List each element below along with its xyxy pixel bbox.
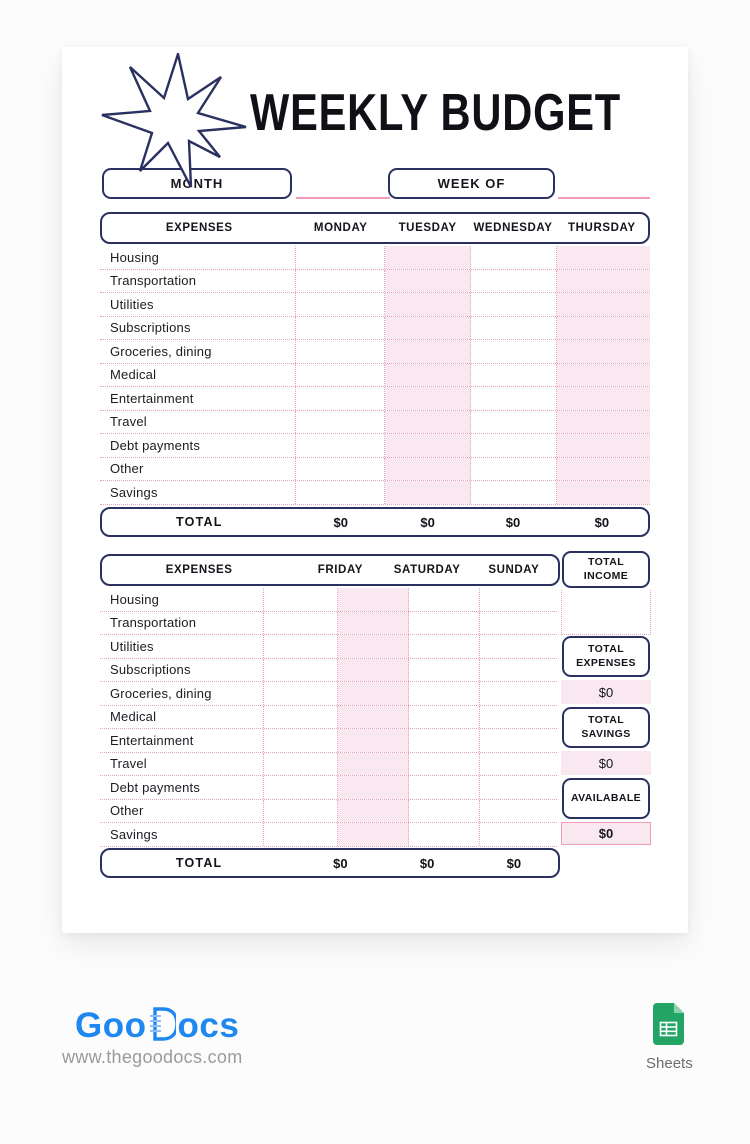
available-value: $0 xyxy=(561,822,651,845)
expense-cell[interactable] xyxy=(557,434,650,457)
table-row xyxy=(100,270,650,294)
expense-cell[interactable] xyxy=(471,246,557,269)
expense-cell[interactable] xyxy=(296,458,385,481)
expense-cell[interactable] xyxy=(296,434,385,457)
table-row xyxy=(100,340,650,364)
expense-cell[interactable] xyxy=(557,411,650,434)
row-label: Debt payments xyxy=(100,434,296,457)
expense-cell[interactable] xyxy=(296,364,385,387)
table-row xyxy=(100,729,557,753)
row-label: Groceries, dining xyxy=(100,682,264,705)
row-label: Utilities xyxy=(100,293,296,316)
expense-cell[interactable] xyxy=(480,776,557,799)
expense-cell[interactable] xyxy=(385,317,471,340)
budget-sheet-page xyxy=(62,47,688,933)
total-value: $0 xyxy=(594,514,610,530)
total-income-cell[interactable] xyxy=(561,590,651,635)
row-label: Other xyxy=(100,458,296,481)
total-savings-label: TOTAL SAVINGS xyxy=(581,713,631,740)
table2-header xyxy=(100,554,560,586)
expense-cell[interactable] xyxy=(480,823,557,846)
table1-header xyxy=(100,212,650,244)
expense-cell[interactable] xyxy=(296,293,385,316)
expense-cell[interactable] xyxy=(557,458,650,481)
table-row xyxy=(100,706,557,730)
table-row xyxy=(100,753,557,777)
google-sheets-icon xyxy=(653,1003,684,1045)
sheets-label: Sheets xyxy=(646,1055,693,1072)
total-expenses-label: TOTAL EXPENSES xyxy=(576,642,636,669)
row-label: Groceries, dining xyxy=(100,340,296,363)
table-row xyxy=(100,800,557,824)
total-value: $0 xyxy=(506,855,522,871)
row-label: Utilities xyxy=(100,635,264,658)
expense-cell[interactable] xyxy=(557,270,650,293)
column-header-thursday: THURSDAY xyxy=(568,222,636,234)
total-savings-label-box xyxy=(562,707,650,748)
month-value-field[interactable] xyxy=(296,197,390,199)
expense-cell[interactable] xyxy=(480,729,557,752)
table-row xyxy=(100,659,557,683)
expense-cell[interactable] xyxy=(557,246,650,269)
expense-cell[interactable] xyxy=(296,411,385,434)
column-header-tuesday: TUESDAY xyxy=(398,222,457,234)
expense-cell[interactable] xyxy=(409,706,480,729)
table-row xyxy=(100,387,650,411)
table-row xyxy=(100,293,650,317)
expense-cell[interactable] xyxy=(385,387,471,410)
page-title: WEEKLY BUDGET xyxy=(250,84,621,142)
expense-cell[interactable] xyxy=(480,753,557,776)
table-row xyxy=(100,481,650,505)
table-row xyxy=(100,411,650,435)
expense-cell[interactable] xyxy=(385,293,471,316)
expense-cell[interactable] xyxy=(471,434,557,457)
expense-cell[interactable] xyxy=(385,481,471,504)
expense-cell[interactable] xyxy=(409,588,480,611)
expense-cell[interactable] xyxy=(296,387,385,410)
expense-cell[interactable] xyxy=(557,317,650,340)
expense-cell[interactable] xyxy=(557,293,650,316)
available-label-box xyxy=(562,778,650,819)
table1-total-row xyxy=(100,507,650,537)
expense-cell[interactable] xyxy=(338,635,409,658)
table-row xyxy=(100,364,650,388)
expense-cell[interactable] xyxy=(385,364,471,387)
expense-cell[interactable] xyxy=(338,800,409,823)
table2-total-row xyxy=(100,848,560,878)
starburst-icon xyxy=(100,53,248,189)
expense-cell[interactable] xyxy=(480,612,557,635)
table-row xyxy=(100,635,557,659)
expense-cell[interactable] xyxy=(471,481,557,504)
row-label: Travel xyxy=(100,411,296,434)
table-row xyxy=(100,458,650,482)
expense-cell[interactable] xyxy=(471,340,557,363)
row-label: Housing xyxy=(100,588,264,611)
expense-cell[interactable] xyxy=(385,270,471,293)
expense-cell[interactable] xyxy=(471,293,557,316)
expense-cell[interactable] xyxy=(480,800,557,823)
expense-cell[interactable] xyxy=(557,364,650,387)
expense-cell[interactable] xyxy=(471,411,557,434)
row-label: Entertainment xyxy=(100,387,296,410)
expense-cell[interactable] xyxy=(471,317,557,340)
week-of-label-box xyxy=(388,168,555,199)
row-label: Entertainment xyxy=(100,729,264,752)
row-label: Savings xyxy=(100,823,264,846)
row-label: Medical xyxy=(100,364,296,387)
goodocs-url[interactable]: www.thegoodocs.com xyxy=(62,1047,243,1067)
expense-cell[interactable] xyxy=(264,659,338,682)
total-expenses-label-box xyxy=(562,636,650,677)
expense-cell[interactable] xyxy=(409,776,480,799)
column-header-sunday: SUNDAY xyxy=(488,564,540,576)
expense-cell[interactable] xyxy=(480,682,557,705)
expense-cell[interactable] xyxy=(264,823,338,846)
goodocs-logo-text-prefix: Goo xyxy=(75,1006,147,1045)
expense-cell[interactable] xyxy=(409,659,480,682)
expense-cell[interactable] xyxy=(409,682,480,705)
column-header-wednesday: WEDNESDAY xyxy=(473,222,553,234)
goodocs-logo[interactable] xyxy=(75,1006,239,1043)
expense-cell[interactable] xyxy=(557,387,650,410)
expense-cell[interactable] xyxy=(338,706,409,729)
total-label: TOTAL xyxy=(176,515,223,529)
row-label: Subscriptions xyxy=(100,317,296,340)
total-savings-value: $0 xyxy=(561,751,651,775)
expense-cell[interactable] xyxy=(480,635,557,658)
expense-cell[interactable] xyxy=(338,588,409,611)
row-label: Housing xyxy=(100,246,296,269)
row-label: Subscriptions xyxy=(100,659,264,682)
expense-cell[interactable] xyxy=(264,635,338,658)
column-header-monday: MONDAY xyxy=(313,222,368,234)
expense-cell[interactable] xyxy=(409,612,480,635)
expense-cell[interactable] xyxy=(409,800,480,823)
expense-cell[interactable] xyxy=(264,706,338,729)
expense-cell[interactable] xyxy=(338,753,409,776)
expense-cell[interactable] xyxy=(385,458,471,481)
expense-cell[interactable] xyxy=(338,659,409,682)
expense-cell[interactable] xyxy=(480,588,557,611)
total-label: TOTAL xyxy=(175,856,223,870)
column-header-expenses: EXPENSES xyxy=(165,564,233,576)
expense-cell[interactable] xyxy=(471,364,557,387)
total-value: $0 xyxy=(333,855,348,871)
expense-cell[interactable] xyxy=(338,612,409,635)
row-label: Other xyxy=(100,800,264,823)
expense-cell[interactable] xyxy=(385,246,471,269)
expense-cell[interactable] xyxy=(385,340,471,363)
expense-cell[interactable] xyxy=(471,387,557,410)
week-of-label: WEEK OF xyxy=(437,176,506,191)
total-expenses-value: $0 xyxy=(561,680,651,704)
week-of-value-field[interactable] xyxy=(558,197,650,199)
expense-cell[interactable] xyxy=(264,776,338,799)
total-income-label: TOTAL INCOME xyxy=(583,555,629,582)
available-label: AVAILABALE xyxy=(570,791,642,804)
month-label: MONTH xyxy=(170,176,224,191)
table-row xyxy=(100,682,557,706)
expense-cell[interactable] xyxy=(409,823,480,846)
table1-body xyxy=(100,246,650,505)
table-row xyxy=(100,776,557,800)
expense-cell[interactable] xyxy=(409,635,480,658)
row-label: Transportation xyxy=(100,270,296,293)
goodocs-logo-text-suffix: ocs xyxy=(177,1006,240,1045)
expense-cell[interactable] xyxy=(338,823,409,846)
expense-cell[interactable] xyxy=(409,729,480,752)
column-header-expenses: EXPENSES xyxy=(165,222,233,234)
document-d-icon xyxy=(148,1006,176,1043)
column-header-saturday: SATURDAY xyxy=(393,564,461,576)
table-row xyxy=(100,246,650,270)
total-value: $0 xyxy=(420,514,435,530)
expense-cell[interactable] xyxy=(296,270,385,293)
expense-cell[interactable] xyxy=(338,776,409,799)
total-income-label-box xyxy=(562,551,650,588)
expense-cell[interactable] xyxy=(296,246,385,269)
table-row xyxy=(100,823,557,847)
total-value: $0 xyxy=(333,514,348,530)
total-value: $0 xyxy=(505,514,521,530)
expense-cell[interactable] xyxy=(480,706,557,729)
expense-cell[interactable] xyxy=(264,682,338,705)
google-sheets-badge xyxy=(646,1003,693,1072)
table-row xyxy=(100,588,557,612)
table-row xyxy=(100,317,650,341)
row-label: Travel xyxy=(100,753,264,776)
expense-cell[interactable] xyxy=(557,340,650,363)
expense-cell[interactable] xyxy=(264,729,338,752)
row-label: Medical xyxy=(100,706,264,729)
expense-cell[interactable] xyxy=(409,753,480,776)
expense-cell[interactable] xyxy=(296,481,385,504)
expense-cell[interactable] xyxy=(264,612,338,635)
total-value: $0 xyxy=(419,855,435,871)
expense-cell[interactable] xyxy=(385,434,471,457)
expense-cell[interactable] xyxy=(471,270,557,293)
table-row xyxy=(100,612,557,636)
expense-cell[interactable] xyxy=(480,659,557,682)
row-label: Transportation xyxy=(100,612,264,635)
expense-cell[interactable] xyxy=(264,753,338,776)
table-row xyxy=(100,434,650,458)
expense-cell[interactable] xyxy=(264,800,338,823)
expense-cell[interactable] xyxy=(338,729,409,752)
expense-cell[interactable] xyxy=(385,411,471,434)
expense-cell[interactable] xyxy=(296,317,385,340)
expense-cell[interactable] xyxy=(557,481,650,504)
table2-body xyxy=(100,588,557,847)
expense-cell[interactable] xyxy=(296,340,385,363)
row-label: Debt payments xyxy=(100,776,264,799)
expense-cell[interactable] xyxy=(264,588,338,611)
row-label: Savings xyxy=(100,481,296,504)
expense-cell[interactable] xyxy=(338,682,409,705)
column-header-friday: FRIDAY xyxy=(317,564,364,576)
expense-cell[interactable] xyxy=(471,458,557,481)
